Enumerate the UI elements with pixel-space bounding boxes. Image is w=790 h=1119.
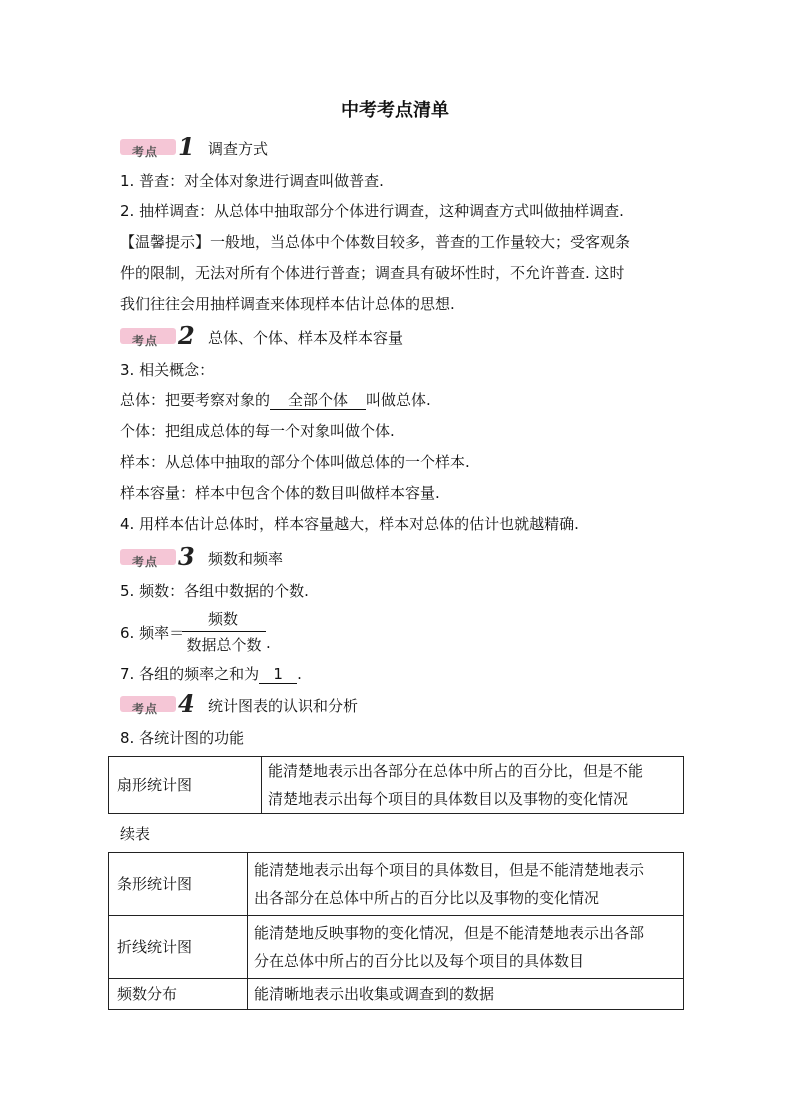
text-line (120, 664, 302, 684)
text-line: 1. 普查：对全体对象进行调查叫做普查. (120, 172, 384, 190)
description-cell (248, 979, 684, 1010)
description-cell (262, 757, 684, 814)
section-number: 2 (178, 321, 195, 350)
section-number: 4 (178, 689, 195, 718)
text-line: 2. 抽样调查：从总体中抽取部分个体进行调查，这种调查方式叫做抽样调查. (120, 202, 624, 220)
description-line: 清楚地表示出每个项目的具体数目以及事物的变化情况 (268, 790, 629, 808)
badge-text: 考点 (132, 334, 159, 348)
fraction-denominator: 数据总个数 (186, 636, 262, 654)
tip-line: 【温馨提示】一般地，当总体中个体数目较多，普查的工作量较大；受客观条 (120, 233, 631, 251)
description-line: 能清楚地表示出各部分在总体中所占的百分比，但是不能 (268, 762, 644, 780)
badge-text: 考点 (132, 145, 159, 159)
continued-label: 续表 (120, 825, 151, 843)
chart-type-cell: 频数分布 (109, 979, 248, 1010)
description-line: 能清晰地表示出收集或调查到的数据 (254, 985, 495, 1003)
fraction-numerator: 频数 (207, 610, 238, 628)
answer-blank: 全部个体 (270, 391, 366, 410)
section-badge (120, 696, 176, 716)
description-line: 能清楚地表示出每个项目的具体数目，但是不能清楚地表示 (254, 861, 645, 879)
text-line: 个体：把组成总体的每一个对象叫做个体. (120, 422, 395, 440)
description-cell (248, 853, 684, 916)
sum-prefix: 7. 各组的频率之和为 (120, 665, 260, 683)
table-row (109, 916, 684, 979)
table-row (109, 979, 684, 1010)
description-line: 分在总体中所占的百分比以及每个项目的具体数目 (254, 952, 585, 970)
text-line: 3. 相关概念： (120, 361, 215, 379)
page-title: 中考考点清单 (341, 100, 449, 121)
text-line (120, 390, 431, 410)
formula-suffix: . (266, 634, 271, 652)
tip-line: 件的限制，无法对所有个体进行普查；调查具有破坏性时，不允许普查. 这时 (120, 264, 625, 282)
chart-function-table (108, 756, 684, 814)
chart-function-table-continued (108, 852, 684, 1010)
chart-type-cell: 折线统计图 (109, 916, 248, 979)
text-line: 4. 用样本估计总体时，样本容量越大，样本对总体的估计也就越精确. (120, 515, 579, 533)
table-row (109, 757, 684, 814)
section-title: 频数和频率 (208, 550, 284, 568)
section-badge (120, 328, 176, 348)
description-cell (248, 916, 684, 979)
total-prefix: 总体：把要考察对象的 (120, 391, 271, 409)
section-number: 1 (178, 132, 195, 161)
total-suffix: 叫做总体. (366, 391, 431, 409)
description-line: 出各部分在总体中所占的百分比以及事物的变化情况 (254, 889, 600, 907)
section-badge (120, 139, 176, 159)
chart-type-cell: 扇形统计图 (109, 757, 262, 814)
section-title: 调查方式 (208, 140, 269, 158)
section-badge (120, 549, 176, 569)
badge-text: 考点 (132, 702, 159, 716)
table-row (109, 853, 684, 916)
section-title: 总体、个体、样本及样本容量 (208, 329, 404, 347)
tip-line: 我们往往会用抽样调查来体现样本估计总体的思想. (120, 295, 455, 313)
badge-text: 考点 (132, 555, 159, 569)
fraction-bar (182, 631, 266, 632)
text-line: 样本容量：样本中包含个体的数目叫做样本容量. (120, 484, 440, 502)
section-title: 统计图表的认识和分析 (208, 697, 359, 715)
text-line: 样本：从总体中抽取的部分个体叫做总体的一个样本. (120, 453, 470, 471)
description-line: 能清楚地反映事物的变化情况，但是不能清楚地表示出各部 (254, 924, 645, 942)
section-number: 3 (178, 542, 195, 571)
text-line: 5. 频数：各组中数据的个数. (120, 582, 309, 600)
sum-suffix: . (297, 665, 302, 683)
answer-blank: 1 (259, 665, 297, 684)
text-line: 8. 各统计图的功能 (120, 729, 245, 747)
chart-type-cell: 条形统计图 (109, 853, 248, 916)
formula-prefix: 6. 频率＝ (120, 624, 185, 642)
